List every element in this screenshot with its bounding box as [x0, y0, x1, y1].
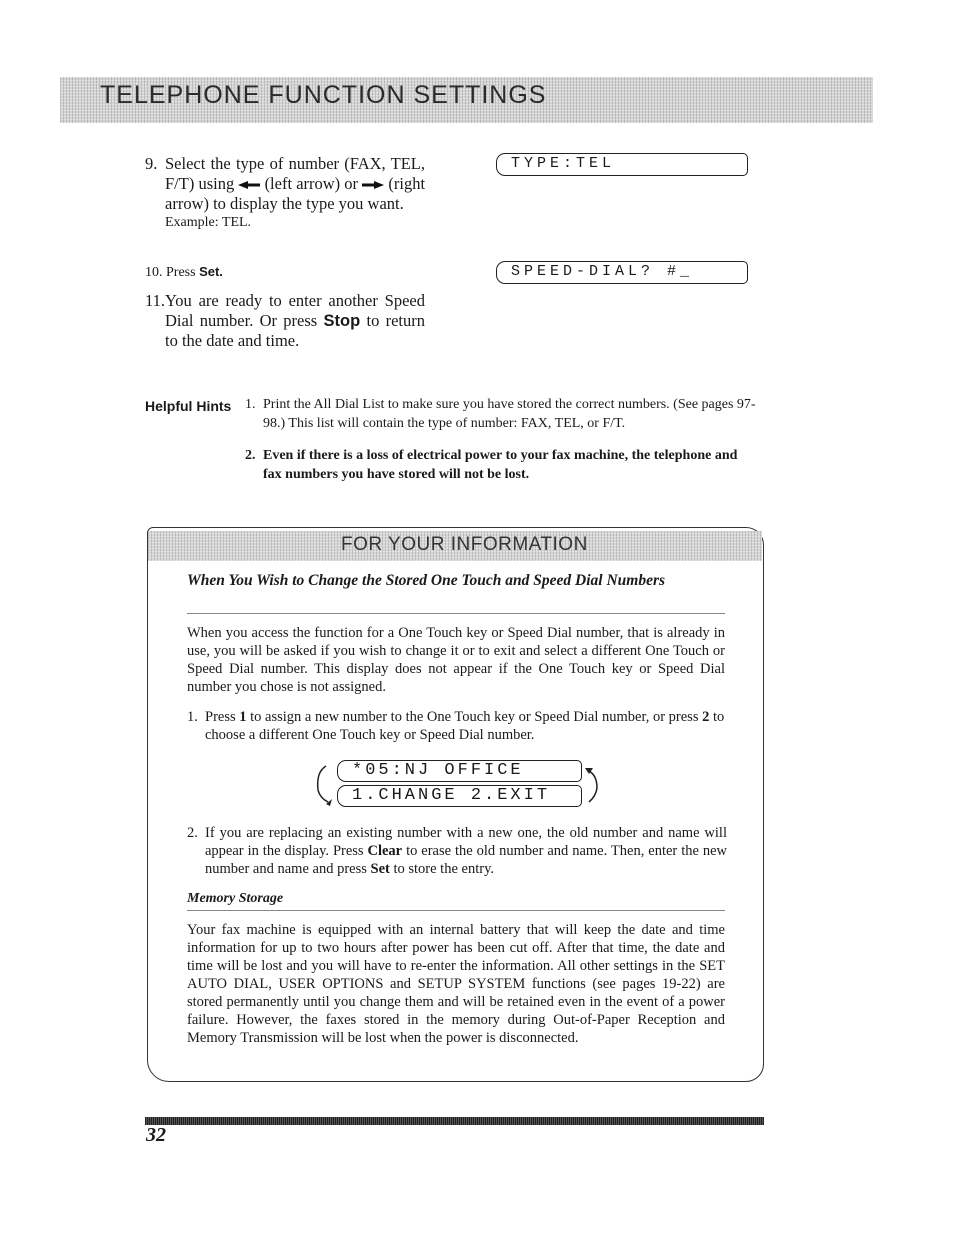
step-text: You are ready to enter another Speed Dial number. Or press	[165, 291, 425, 330]
info-heading: When You Wish to Change the Stored One Touch and Speed Dial Numbers	[187, 572, 666, 589]
right-arrow-icon	[362, 180, 384, 190]
hint-number: 2.	[245, 448, 256, 463]
step-number: 9.	[145, 154, 158, 173]
example-text: Example: TEL.	[165, 215, 252, 230]
display-line-2: 1.CHANGE 2.EXIT	[337, 785, 582, 807]
step-text: Press	[166, 265, 196, 280]
key-1: 1	[239, 709, 247, 725]
item-text-2: to assign a new number to the One Touch key or Speed Dial number, or press	[250, 709, 699, 725]
step-number: 11.	[145, 291, 166, 310]
step-text-2: to return to the date and time.	[165, 311, 426, 350]
toggle-left-arrow-icon	[312, 760, 336, 810]
memory-heading: Memory Storage	[187, 891, 284, 906]
display-speed-dial: SPEED-DIAL? #_	[496, 261, 748, 284]
helpful-hints-label: Helpful Hints	[145, 398, 232, 414]
item-text: Press	[205, 709, 236, 725]
hint-2	[245, 446, 755, 484]
hint-1	[245, 395, 770, 433]
step-11	[145, 291, 425, 351]
hint-text: Even if there is a loss of electrical power to your fax machine, the telephone and fax numbers you have stored will not be lost.	[263, 448, 738, 482]
memory-text: Your fax machine is equipped with an internal battery that will keep the date and time information for up to two hours after power has been cut off. After that time, the date and time will be lost and you will have to re-enter the information. All other settings in the SET AUTO DIAL, USER OPTIONS and SETUP SYSTEM functions (see pages 19-22) are stored permanently until you change them and will be retained even in the event of a power failure. However, the faxes stored in the memory during Out-of-Paper Reception and Memory Transmission will be lost when the power is disconnected.	[187, 922, 725, 1046]
header-banner	[60, 77, 873, 123]
step-9	[145, 154, 425, 232]
key-clear: Clear	[367, 843, 403, 859]
item-number: 2.	[187, 825, 198, 841]
item-number: 1.	[187, 709, 198, 725]
key-set: Set.	[199, 264, 223, 279]
step-text: Select the type of number (FAX, TEL, F/T) using	[165, 154, 425, 193]
item-text-2: to erase the old number and name. Then, enter the new number and name and press	[205, 843, 727, 877]
page-title: TELEPHONE FUNCTION SETTINGS	[100, 81, 547, 109]
info-intro: When you access the function for a One Touch key or Speed Dial number, that is already in use, you will be asked if you wish to change it or to exit and select a different One Touch or Speed Dial number. This display does not appear if the One Touch key or Speed Dial number you chose is not assigned.	[187, 625, 725, 695]
left-arrow-icon	[238, 180, 260, 190]
item-text-3: to store the entry.	[393, 861, 494, 877]
left-arrow-text: (left arrow) or	[264, 174, 359, 193]
page-number: 32	[146, 1124, 166, 1146]
item-text-3: to choose a different One Touch key or Speed Dial number.	[205, 709, 725, 743]
step-number: 10.	[145, 265, 163, 280]
step-10	[145, 264, 223, 281]
key-2: 2	[702, 709, 710, 725]
key-stop: Stop	[323, 312, 361, 330]
hint-text: Print the All Dial List to make sure you have stored the correct numbers. (See pages 97-98.) This list will contain the type of number: FAX, TEL, or F/T.	[263, 397, 756, 431]
key-set: Set	[370, 861, 390, 877]
info-banner	[148, 531, 762, 561]
info-title: FOR YOUR INFORMATION	[341, 534, 588, 555]
item-text: If you are replacing an existing number with a new one, the old number and name will appear in the display. Press	[205, 825, 727, 859]
hint-number: 1.	[245, 397, 256, 412]
display-line-1: *05:NJ OFFICE	[337, 760, 582, 782]
right-arrow-text: (right arrow) to display the type you want.	[165, 174, 426, 213]
display-type: TYPE:TEL	[496, 153, 748, 176]
info-item-2	[187, 824, 727, 878]
info-item-1	[187, 708, 727, 744]
heading-rule	[187, 613, 725, 614]
footer-bar	[145, 1117, 764, 1125]
toggle-right-arrow-icon	[583, 760, 607, 810]
memory-rule	[187, 910, 725, 911]
